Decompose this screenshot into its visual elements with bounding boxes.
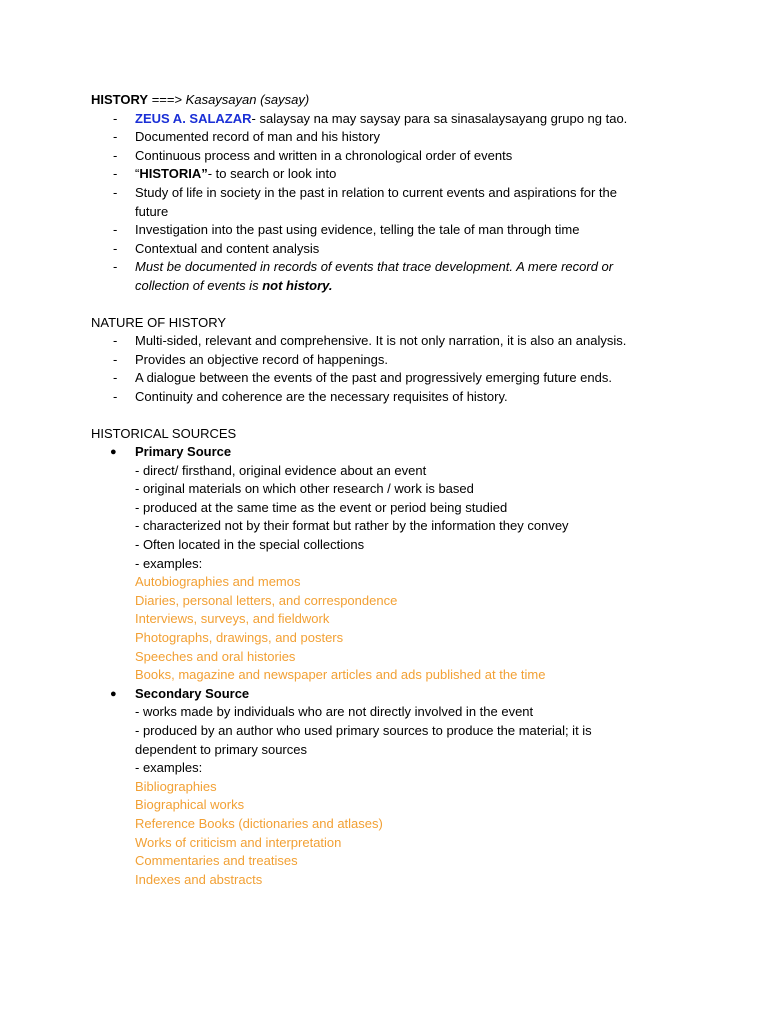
list-item (91, 184, 691, 221)
detail-line: - characterized not by their format but rather by the information they convey (135, 518, 569, 534)
primary-source-title: Primary Source (135, 444, 232, 460)
list-item (91, 240, 691, 259)
history-list (91, 110, 691, 296)
example-item: Books, magazine and newspaper articles and ads published at the time (135, 667, 546, 683)
italic-text: collection of events is (135, 277, 263, 293)
list-item-text: - salaysay na may saysay para sa sinasalaysayang grupo ng tao. (251, 110, 628, 126)
example-item: Works of criticism and interpretation (135, 834, 342, 850)
bullet-marker: ● (110, 687, 117, 700)
dash-marker: - (113, 147, 118, 163)
emphasis-text: not history (262, 277, 329, 293)
quote-mark: “ (135, 166, 140, 182)
example-item: Interviews, surveys, and fieldwork (135, 611, 330, 627)
list-item (91, 221, 691, 240)
list-item-text: Contextual and content analysis (135, 240, 320, 256)
list-item (91, 369, 691, 388)
example-item: Speeches and oral histories (135, 648, 296, 664)
list-item (91, 351, 691, 370)
list-item-text: Documented record of man and his history (135, 129, 380, 145)
list-item (91, 110, 691, 129)
secondary-source-details (91, 703, 691, 889)
history-heading (91, 91, 691, 110)
period: . (328, 277, 333, 293)
list-item-text: A dialogue between the events of the past and progressively emerging future ends. (135, 370, 612, 386)
primary-source-heading (91, 443, 691, 462)
bullet-marker: ● (110, 446, 117, 459)
list-item-text-continued: future (135, 203, 169, 219)
detail-line: - examples: (135, 760, 203, 776)
detail-line: - direct/ firsthand, original evidence about an event (135, 462, 427, 478)
example-item: Reference Books (dictionaries and atlases) (135, 815, 383, 831)
list-item (91, 332, 691, 351)
history-subtitle: Kasaysayan (saysay) (185, 92, 310, 107)
list-item-text: Provides an objective record of happenings. (135, 351, 388, 367)
dash-marker: - (113, 240, 118, 256)
list-item (91, 388, 691, 407)
secondary-source-heading (91, 685, 691, 704)
example-item: Commentaries and treatises (135, 853, 298, 869)
history-arrow: ===> (148, 92, 186, 107)
dash-marker: - (113, 388, 118, 404)
example-item: Autobiographies and memos (135, 574, 301, 590)
detail-line: - examples: (135, 555, 203, 571)
detail-line: - produced by an author who used primary sources to produce the material; it is (135, 723, 592, 738)
secondary-source-title: Secondary Source (135, 685, 250, 701)
historia-term: HISTORIA” (139, 166, 208, 182)
dash-marker: - (113, 110, 118, 126)
example-item: Biographical works (135, 797, 245, 813)
list-item-text: Must be documented in records of events that trace development. A mere record or (135, 259, 614, 275)
sources-heading: HISTORICAL SOURCES (91, 425, 237, 441)
list-item-text: - to search or look into (207, 166, 337, 182)
list-item-text: Continuity and coherence are the necessary requisites of history. (135, 388, 508, 404)
document-content (91, 91, 691, 889)
dash-marker: - (113, 333, 118, 349)
dash-marker: - (113, 129, 118, 145)
primary-source-details (91, 462, 691, 685)
detail-line: - works made by individuals who are not directly involved in the event (135, 704, 534, 720)
nature-list (91, 332, 691, 406)
example-item: Photographs, drawings, and posters (135, 630, 344, 646)
detail-line: - original materials on which other research / work is based (135, 481, 474, 497)
detail-line: - produced at the same time as the event or period being studied (135, 499, 508, 515)
dash-marker: - (113, 184, 118, 200)
dash-marker: - (113, 370, 118, 386)
list-item (91, 258, 691, 295)
list-item (91, 147, 691, 166)
list-item (91, 165, 691, 184)
dash-marker: - (113, 351, 118, 367)
example-item: Diaries, personal letters, and correspondence (135, 592, 398, 608)
dash-marker: - (113, 166, 118, 182)
history-title: HISTORY (91, 92, 149, 107)
detail-line: dependent to primary sources (135, 741, 307, 757)
dash-marker: - (113, 259, 118, 275)
dash-marker: - (113, 222, 118, 238)
list-item-text: Multi-sided, relevant and comprehensive. It is not only narration, it is also an analysis. (135, 333, 627, 349)
list-item-text: Continuous process and written in a chronological order of events (135, 147, 513, 163)
nature-heading: NATURE OF HISTORY (91, 314, 227, 330)
author-name: ZEUS A. SALAZAR (135, 110, 252, 126)
list-item-text: Study of life in society in the past in relation to current events and aspirations for the (135, 184, 617, 200)
example-item: Indexes and abstracts (135, 871, 263, 887)
example-item: Bibliographies (135, 778, 217, 794)
detail-line: - Often located in the special collections (135, 537, 365, 553)
list-item-text: Investigation into the past using evidence, telling the tale of man through time (135, 222, 580, 238)
list-item-text-continued (135, 277, 691, 296)
list-item (91, 128, 691, 147)
